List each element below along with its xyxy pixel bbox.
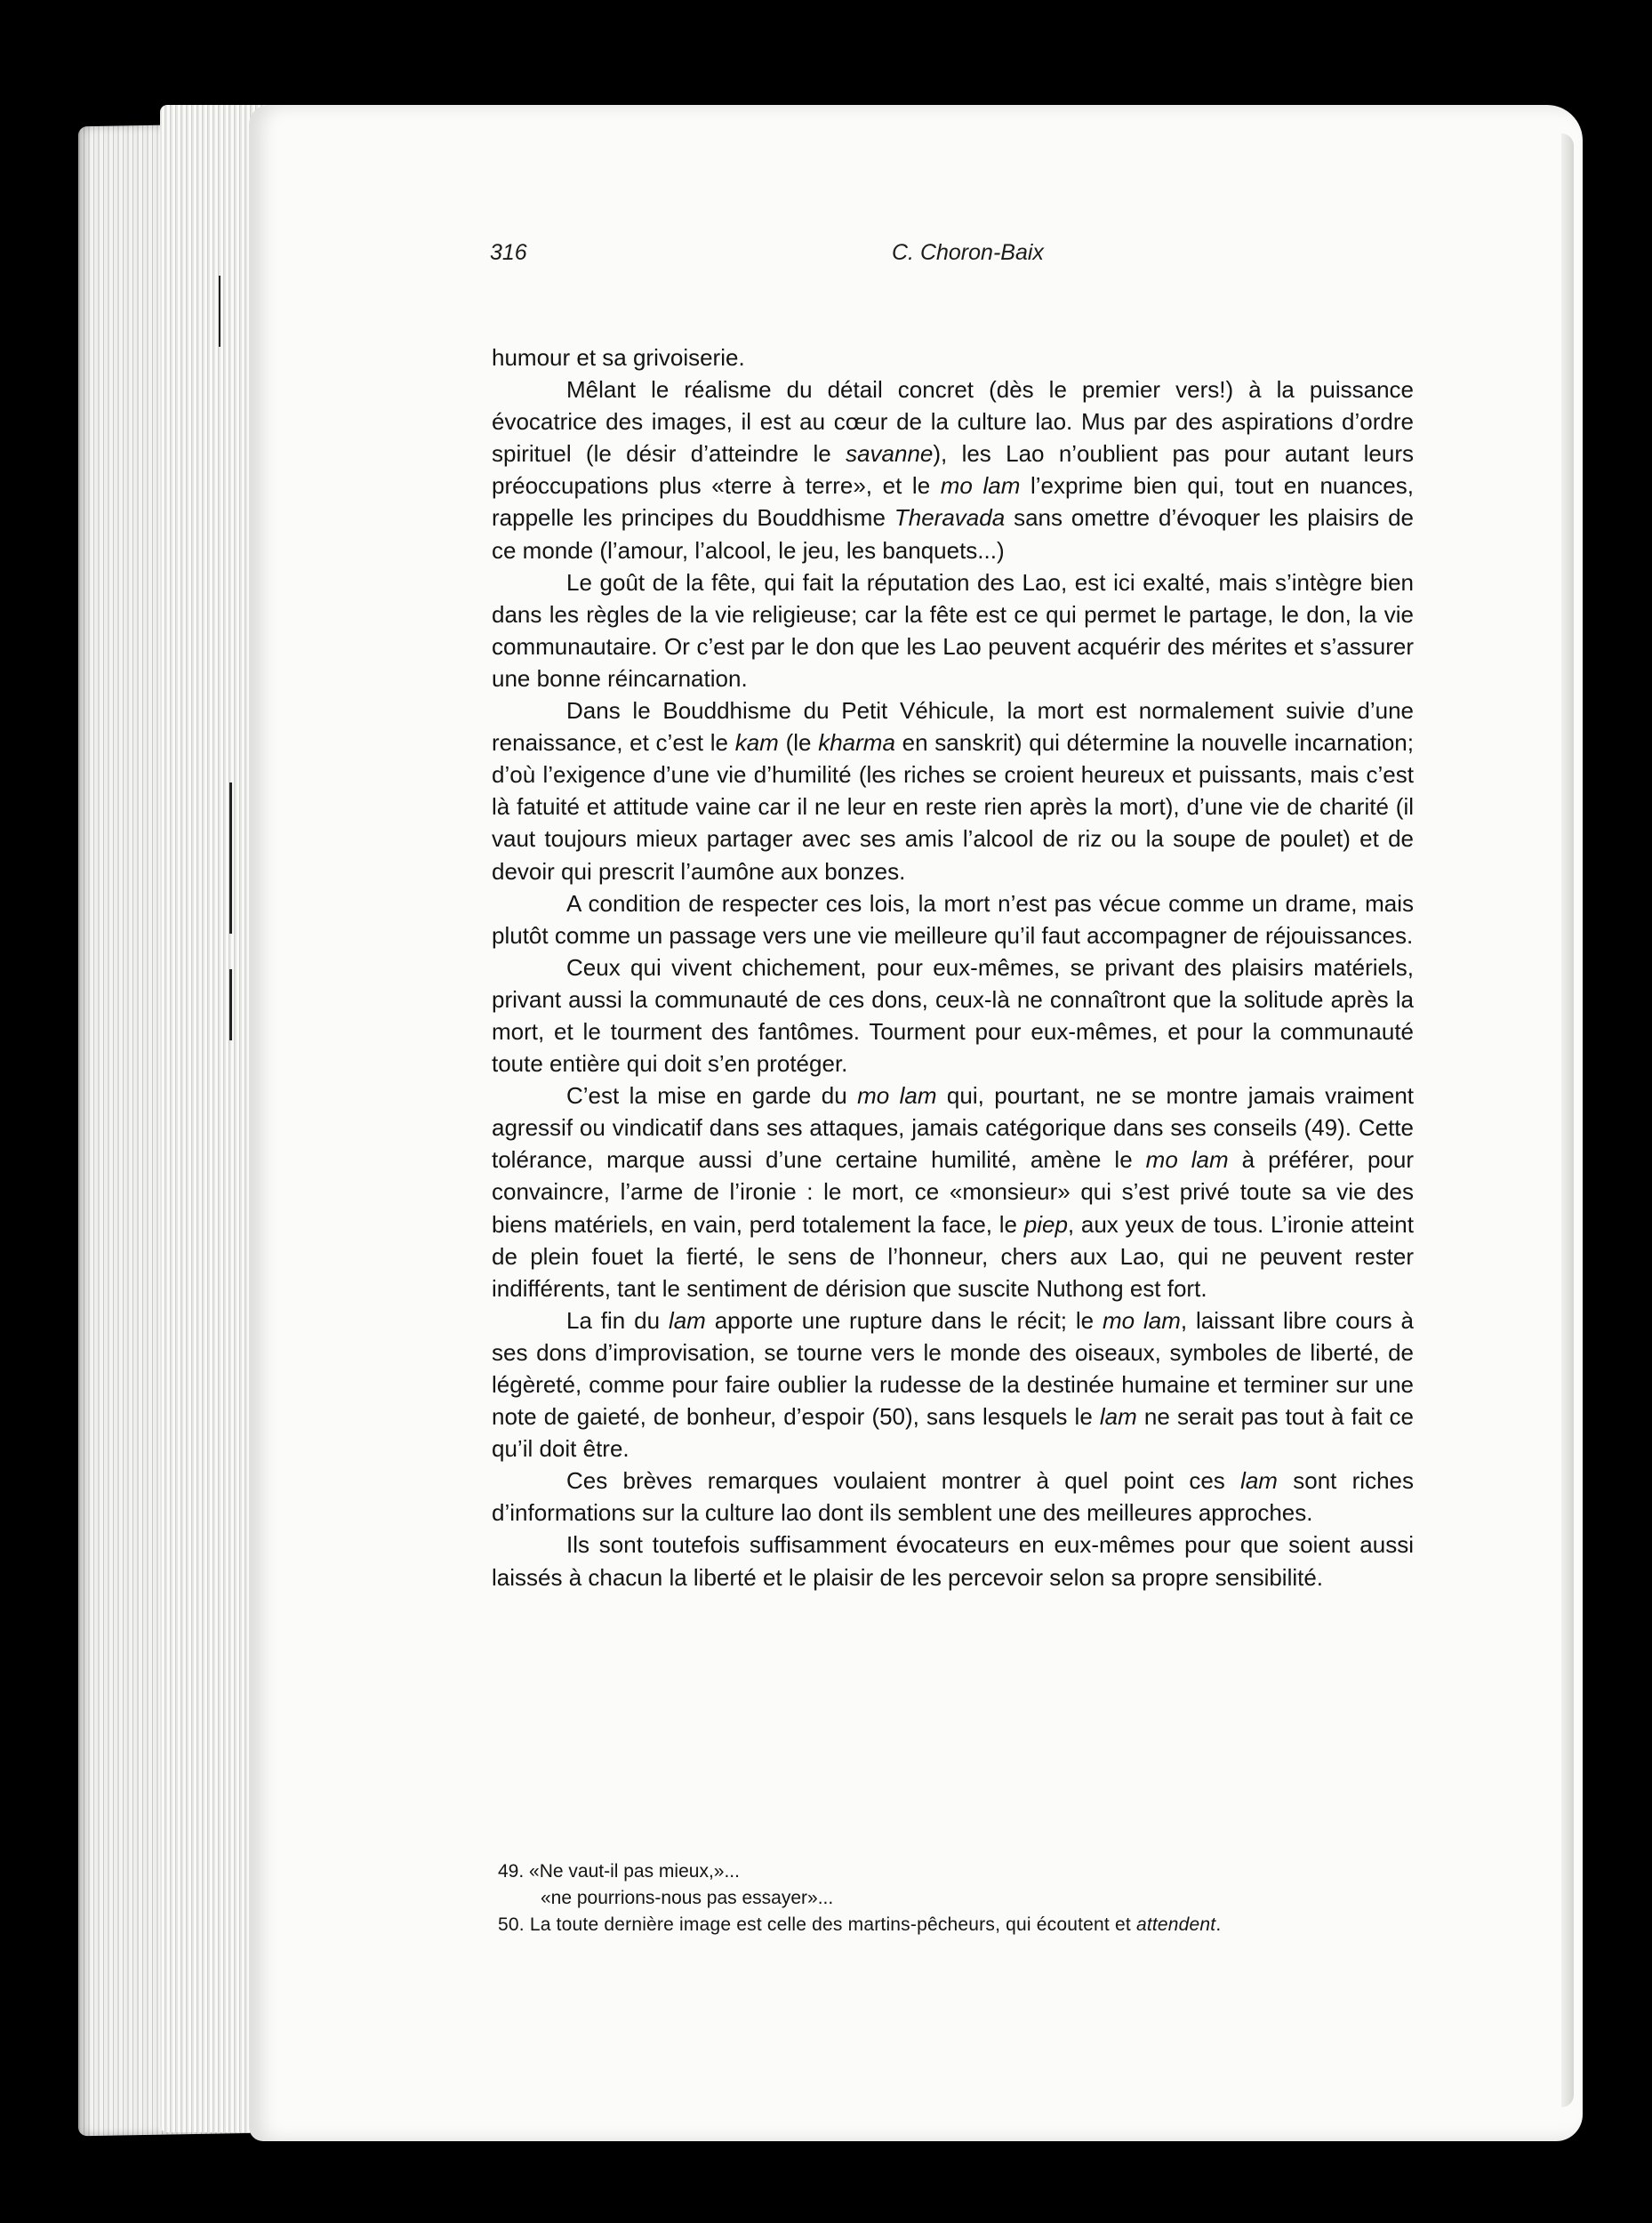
- spine-mark: [229, 782, 232, 934]
- page-right-edge: [1561, 133, 1574, 2107]
- spine-mark: [229, 969, 232, 1040]
- footnotes: [498, 1858, 1423, 1938]
- running-head-author: C. Choron-Baix: [892, 240, 1044, 265]
- paragraph: Ces brèves remarques voulaient montrer à quel point ces lam sont riches d’informations sur la culture lao dont ils semblent une des meilleures approches.: [492, 1467, 1414, 1527]
- paragraph: Ils sont toutefois suffisamment évocateurs en eux-mêmes pour que soient aussi laissés à chacun la liberté et le plaisir de les percevoir selon sa propre sensibilité.: [492, 1531, 1414, 1591]
- page-number: 316: [490, 240, 527, 265]
- paragraph: La fin du lam apporte une rupture dans le récit; le mo lam, laissant libre cours à ses dons d’improvisation, se tourne vers le monde des oiseaux, symboles de liberté, de légèreté, comme pour faire oublier la rudesse de la destinée humaine et terminer sur une note de gaieté, de bonheur, d’espoir (50), sans lesquels le lam ne serait pas tout à fait ce qu’il doit être.: [492, 1306, 1414, 1463]
- running-head: [490, 240, 1495, 276]
- body-text: [492, 341, 1414, 1593]
- paragraph: A condition de respecter ces lois, la mort n’est pas vécue comme un drame, mais plutôt comme un passage vers une vie meilleure qu’il faut accompagner de réjouissances.: [492, 889, 1414, 949]
- paragraph: humour et sa grivoiserie.: [492, 344, 745, 371]
- paragraph: Dans le Bouddhisme du Petit Véhicule, la mort est normalement suivie d’une renaissance, et c’est le kam (le kharma en sanskrit) qui détermine la nouvelle incarnation; d’où l’exigence d’une vie d’humilité (les riches se croient heureux et puissants, mais c’est là fatuité et attitude vaine car il ne leur en reste rien après la mort), d’une vie de charité (il vaut toujours mieux partager avec ses amis l’alcool de riz ou la soupe de poulet) et de devoir qui prescrit l’aumône aux bonzes.: [492, 697, 1414, 885]
- paragraph: Le goût de la fête, qui fait la réputation des Lao, est ici exalté, mais s’intègre bien dans les règles de la vie religieuse; car la fête est ce qui permet le partage, le don, la vie communautaire. Or c’est par le don que les Lao peuvent acquérir des mérites et s’assurer une bonne réincarnation.: [492, 568, 1414, 692]
- footnote-50: 50. La toute dernière image est celle des martins-pêcheurs, qui écoutent et attendent.: [498, 1914, 1222, 1935]
- paragraph: C’est la mise en garde du mo lam qui, pourtant, ne se montre jamais vraiment agressif ou vindicatif dans ses attaques, jamais catégorique dans ses conseils (49). Cette tolérance, marque aussi d’une certaine humilité, amène le mo lam à préférer, pour convaincre, l’arme de l’ironie : le mort, ce «monsieur» qui s’est privé toute sa vie des biens matériels, en vain, perd totalement la face, le piep, aux yeux de tous. L’ironie atteint de plein fouet la fierté, le sens de l’honneur, chers aux Lao, qui ne peuvent rester indifférents, tant le sentiment de dérision que suscite Nuthong est fort.: [492, 1082, 1414, 1302]
- footnote-49-continuation: «ne pourrions-nous pas essayer»...: [541, 1888, 834, 1908]
- paragraph: Ceux qui vivent chichement, pour eux-mêmes, se privant des plaisirs matériels, privant aussi la communauté de ces dons, ceux-là ne connaîtront que la solitude après la mort, et le tourment des fantômes. Tourment pour eux-mêmes, et pour la communauté toute entière qui doit s’en protéger.: [492, 953, 1414, 1078]
- footnote-49: 49. «Ne vaut-il pas mieux,»...: [498, 1861, 740, 1882]
- spine-mark: [219, 276, 221, 347]
- paragraph: Mêlant le réalisme du détail concret (dès le premier vers!) à la puissance évocatrice des images, il est au cœur de la culture lao. Mus par des aspirations d’ordre spirituel (le désir d’atteindre le savanne), les Lao n’oublient pas pour autant leurs préoccupations plus «terre à terre», et le mo lam l’exprime bien qui, tout en nuances, rappelle les principes du Bouddhisme Theravada sans omettre d’évoquer les plaisirs de ce monde (l’amour, l’alcool, le jeu, les banquets...): [492, 376, 1415, 564]
